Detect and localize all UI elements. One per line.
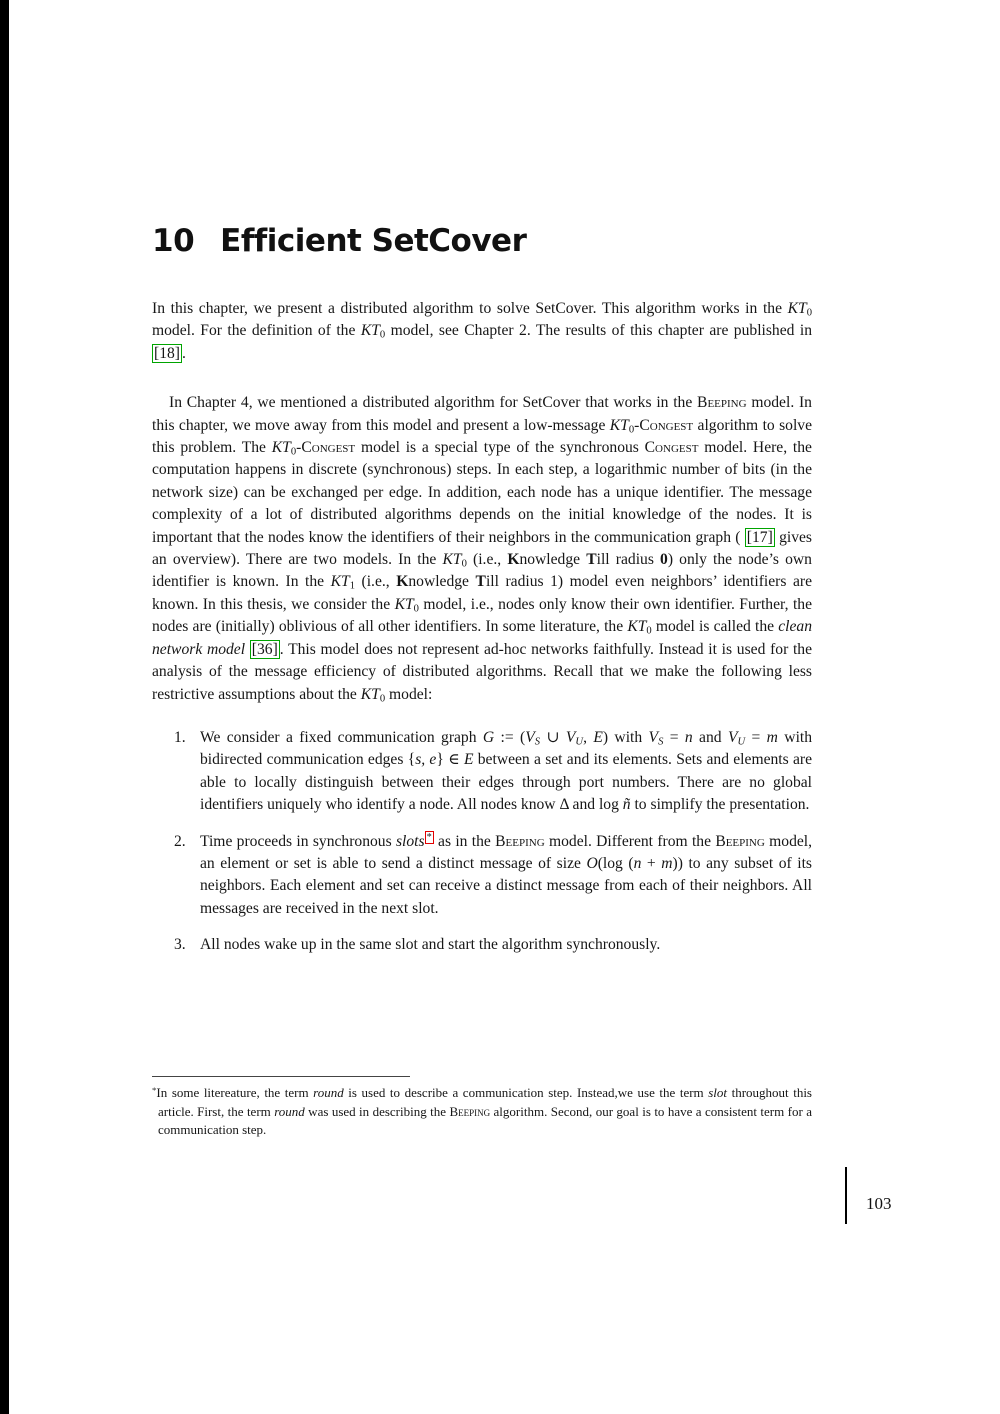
text-segment: = <box>663 728 685 746</box>
text-segment: model. In this chapter, we move away from this model and present a low-message <box>152 394 812 434</box>
left-edge-bar <box>0 0 9 1414</box>
chapter-title: Efficient SetCover <box>220 223 527 259</box>
footnote-marker-link[interactable]: * <box>426 832 432 844</box>
text-segment: Congest <box>301 439 356 457</box>
text-segment: S <box>658 736 664 748</box>
text-segment: + <box>641 854 662 872</box>
text-segment: KT <box>609 416 629 434</box>
text-segment: )) to any subset of its neighbors. Each element and set can receive a distinct message from each of their neighbors. All messages are received in the next slot. <box>200 854 812 917</box>
text-segment: ) with <box>602 728 649 746</box>
text-segment: KT <box>442 551 462 569</box>
text-segment: All nodes wake up in the same slot and start the algorithm synchronously. <box>200 936 661 954</box>
text-segment: 0 <box>646 625 652 637</box>
text-segment: nowledge <box>519 551 587 569</box>
text-segment: G <box>482 728 495 746</box>
text-segment: 0 <box>379 692 386 704</box>
paragraph-intro <box>152 298 812 365</box>
text-segment: algorithm. Second, our goal is to have a consistent term for a communication step. <box>158 1103 812 1138</box>
text-segment: T <box>586 551 597 569</box>
text-segment: 0 <box>660 551 668 569</box>
text-segment: V <box>727 728 738 746</box>
page-number-rule <box>845 1167 847 1224</box>
text-segment: - <box>296 439 302 457</box>
text-segment: E <box>463 751 474 769</box>
text-segment: 0 <box>290 446 297 458</box>
text-segment: model. Here, the computation happens in discrete (synchronous) steps. In each step, a logarithmic number of bits (in the network size) can be exchanged per edge. In addition, each node has a unique identifier. The message complexity of a lot of distributed algorithms depends on the initial knowledge of the nodes. It is important that the nodes know the identifiers of their neighbors in the communication graph ( <box>152 439 812 546</box>
text-segment: In Chapter 4, we mentioned a distributed algorithm for SetCover that works in the <box>169 394 698 412</box>
text-segment: (log ( <box>597 854 634 872</box>
text-segment: between a set and its elements. Sets and elements are able to locally distinguish between their edges through port numbers. There are no global identifiers uniquely who identify a node. All nodes know Δ and log <box>200 751 813 814</box>
text-segment: clean network model <box>152 618 812 658</box>
list-item-1 <box>152 727 812 817</box>
text-segment: ñ <box>622 796 631 814</box>
text-segment: K <box>507 551 520 569</box>
text-segment: 0 <box>413 603 419 615</box>
list-item-2-number: 2. <box>174 832 186 850</box>
text-segment: nowledge <box>408 573 476 591</box>
citation-link[interactable]: [18] <box>154 344 180 362</box>
text-segment: model is a special type of the synchronous <box>355 439 645 457</box>
text-segment: O <box>586 854 598 872</box>
citation-link[interactable]: [17] <box>746 528 773 546</box>
footnote-rule <box>152 1076 410 1077</box>
text-segment: * <box>152 1085 157 1096</box>
text-segment: In some litereature, the term <box>156 1085 314 1100</box>
text-segment: S <box>534 736 541 748</box>
text-segment: m <box>661 854 673 872</box>
text-segment: Beeping <box>449 1103 491 1119</box>
text-segment: - <box>634 416 640 434</box>
text-segment: , <box>583 728 594 746</box>
text-segment: is used to describe a communication step. Instead,we use the term <box>343 1085 709 1100</box>
text-segment: . <box>181 344 186 362</box>
text-segment: ill radius <box>596 551 661 569</box>
text-segment: gives an overview). There are two models. In the <box>152 528 812 569</box>
list-item-1-number: 1. <box>174 728 186 746</box>
text-segment: with bidirected communication edges { <box>200 728 813 769</box>
text-segment: s, e <box>415 751 437 769</box>
list-item-2-text <box>200 833 812 917</box>
text-segment: V <box>565 728 576 746</box>
list-item-2 <box>152 831 812 921</box>
text-segment: model, see Chapter 2. The results of this chapter are published in <box>385 322 812 340</box>
list-item-3 <box>152 934 812 956</box>
text-segment: KT <box>787 300 807 317</box>
text-segment: model: <box>385 685 433 703</box>
footnote-text <box>152 1084 812 1140</box>
text-segment: Congest <box>644 439 699 457</box>
text-segment: We consider a fixed communication graph <box>200 728 483 746</box>
text-segment: ∪ <box>540 728 566 746</box>
text-segment: m <box>766 728 778 746</box>
list-item-1-text <box>200 729 812 813</box>
assumptions-list <box>152 727 812 957</box>
text-segment: and <box>692 728 728 746</box>
text-segment: Congest <box>639 416 694 434</box>
text-segment: KT <box>330 573 350 591</box>
text-segment: Time proceeds in synchronous <box>200 832 396 850</box>
text-segment: (i.e., <box>355 573 397 591</box>
citation-link[interactable]: [36] <box>251 640 278 658</box>
text-segment: n <box>633 854 642 872</box>
text-segment: Beeping <box>715 832 765 850</box>
text-segment: KT <box>627 618 647 636</box>
text-segment: } ∈ <box>436 751 464 769</box>
text-segment: KT <box>360 322 380 340</box>
text-segment: (i.e., <box>466 551 508 569</box>
list-item-3-text <box>200 936 660 953</box>
text-segment: slot <box>708 1085 728 1100</box>
text-segment: throughout this article. First, the term <box>158 1085 812 1119</box>
text-segment: Beeping <box>697 394 747 412</box>
footnote-area <box>152 1076 812 1140</box>
text-segment: 0 <box>628 423 635 435</box>
text-segment: 0 <box>379 329 386 341</box>
paragraph-model-discussion <box>152 392 812 706</box>
chapter-number: 10 <box>152 223 195 259</box>
text-segment: to simplify the presentation. <box>630 796 810 814</box>
text-segment: KT <box>360 685 380 703</box>
text-segment: model, an element or set is able to send a distinct message of size <box>200 832 813 872</box>
text-segment: ) only the node’s own identifier is known. In the <box>152 551 812 591</box>
text-segment: round <box>274 1103 305 1119</box>
page-number: 103 <box>866 1194 892 1213</box>
text-segment: was used in describing the <box>304 1103 450 1119</box>
text-segment: 0 <box>461 558 467 570</box>
text-segment: ill radius 1) model even neighbors’ identifiers are known. In this thesis, we consider the <box>152 573 812 613</box>
page-content <box>152 222 812 971</box>
list-item-3-number: 3. <box>174 936 186 954</box>
text-segment: In this chapter, we present a distributed algorithm to solve SetCover. This algorithm works in the <box>152 300 788 317</box>
text-segment: round <box>313 1085 344 1100</box>
text-segment: U <box>737 736 746 748</box>
text-segment: 0 <box>806 307 812 319</box>
text-segment: slots <box>395 832 425 850</box>
text-segment: KT <box>394 595 414 613</box>
text-segment: . This model does not represent ad-hoc networks faithfully. Instead it is used for the analysis of the message efficiency of distributed algorithms. Recall that we make the following less restrictive assumptions about the <box>152 640 813 703</box>
text-segment: algorithm to solve this problem. The <box>152 416 812 457</box>
text-segment: model is called the <box>651 618 779 636</box>
text-segment: Beeping <box>495 832 545 850</box>
text-segment: model. Different from the <box>544 832 716 850</box>
chapter-heading <box>152 222 812 260</box>
text-segment: as in the <box>433 832 496 850</box>
text-segment: V <box>648 728 659 746</box>
text-segment: V <box>525 728 535 746</box>
text-segment: model. For the definition of the <box>152 322 361 340</box>
text-segment: T <box>475 573 486 591</box>
text-segment: model, i.e., nodes only know their own identifier. Further, the nodes are (initially) oblivious of all other identifiers. In some literature, the <box>152 595 812 636</box>
text-segment: U <box>575 736 584 748</box>
text-segment: = <box>745 728 767 746</box>
text-segment: KT <box>271 439 291 457</box>
text-segment: 1 <box>349 580 355 592</box>
text-segment: K <box>396 573 409 591</box>
text-segment: n <box>684 728 693 746</box>
text-segment: := ( <box>494 728 526 746</box>
text-segment: E <box>593 728 603 746</box>
